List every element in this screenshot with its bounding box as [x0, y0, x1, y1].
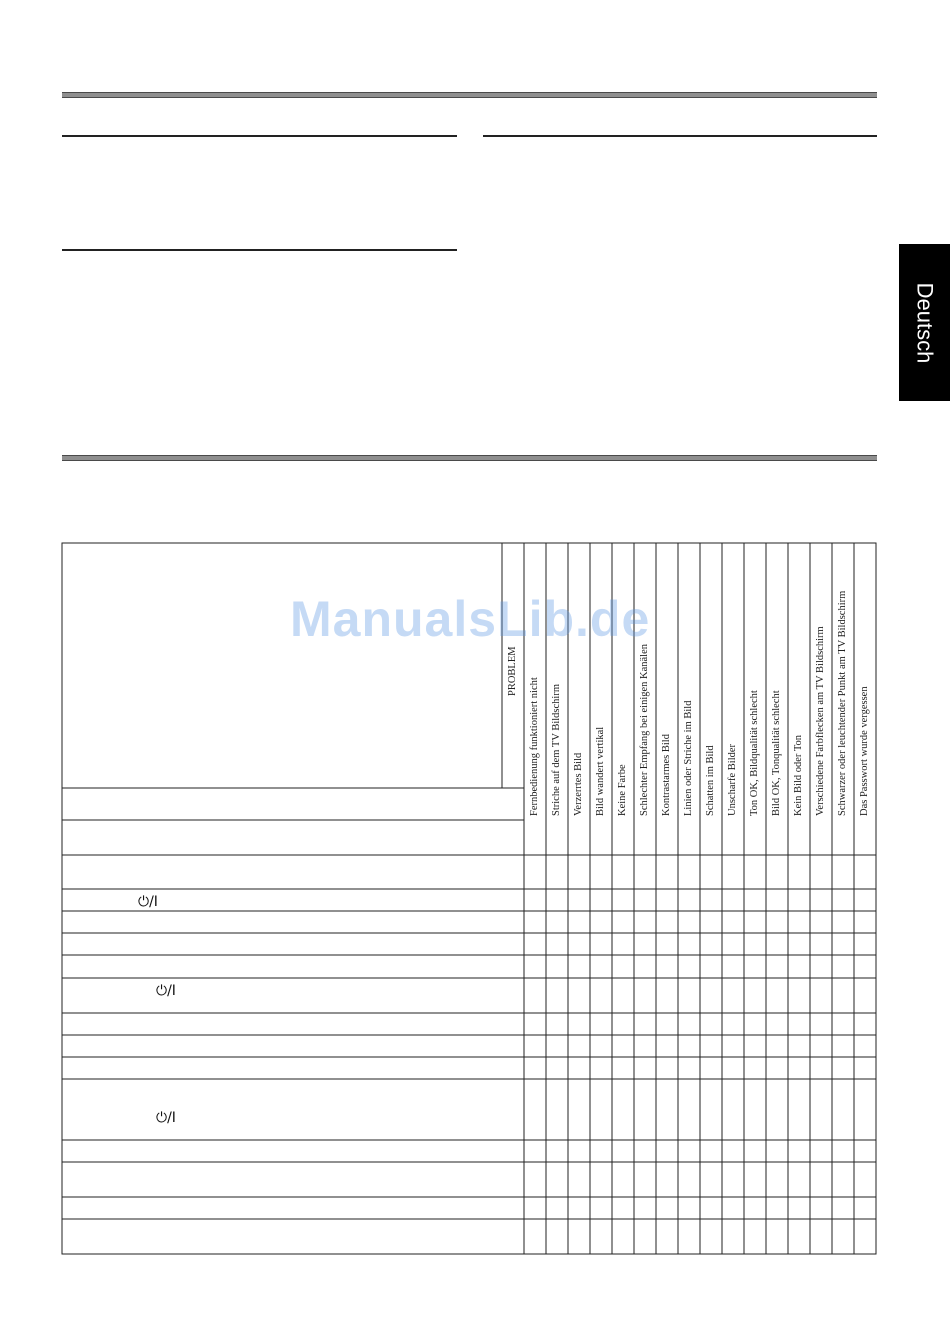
- problem-column-label: Verzerrtes Bild: [573, 752, 584, 816]
- problem-column-label: Schatten im Bild: [705, 745, 716, 816]
- problem-column-label: Linien oder Striche im Bild: [683, 700, 694, 816]
- power-standby-icon: ⏻/I: [138, 894, 158, 910]
- language-tab-label: Deutsch: [912, 282, 938, 363]
- table-frame: [62, 543, 876, 1254]
- problem-column-label: Das Passwort wurde vergessen: [859, 686, 870, 816]
- problem-column-label: Schlechter Empfang bei einigen Kanälen: [639, 643, 650, 816]
- problem-corner-label: PROBLEM: [507, 646, 518, 696]
- problem-column-label: Bild OK, Tonqualität schlecht: [771, 690, 782, 816]
- problem-column-label: Bild wandert vertikal: [595, 726, 606, 816]
- problem-column-label: Verschiedene Farbflecken am TV Bildschirm: [815, 626, 826, 816]
- problem-column-label: Kontrastarmes Bild: [661, 734, 672, 816]
- problem-column-label: Fernbedienung funktioniert nicht: [529, 677, 540, 816]
- problem-column-label: Keine Farbe: [617, 764, 628, 816]
- watermark: ManualsLib.de: [290, 591, 651, 647]
- power-standby-icon: ⏻/I: [156, 1110, 176, 1126]
- problem-column-label: Unscharfe Bilder: [727, 743, 738, 816]
- problem-column-label: Striche auf dem TV Bildschirm: [551, 683, 562, 816]
- problem-column-label: Schwarzer oder leuchtender Punkt am TV Bildschirm: [837, 590, 848, 816]
- power-standby-icon: ⏻/I: [156, 983, 176, 999]
- problem-column-label: Kein Bild oder Ton: [793, 734, 804, 816]
- problem-column-label: Ton OK, Bildqualität schlecht: [749, 690, 760, 816]
